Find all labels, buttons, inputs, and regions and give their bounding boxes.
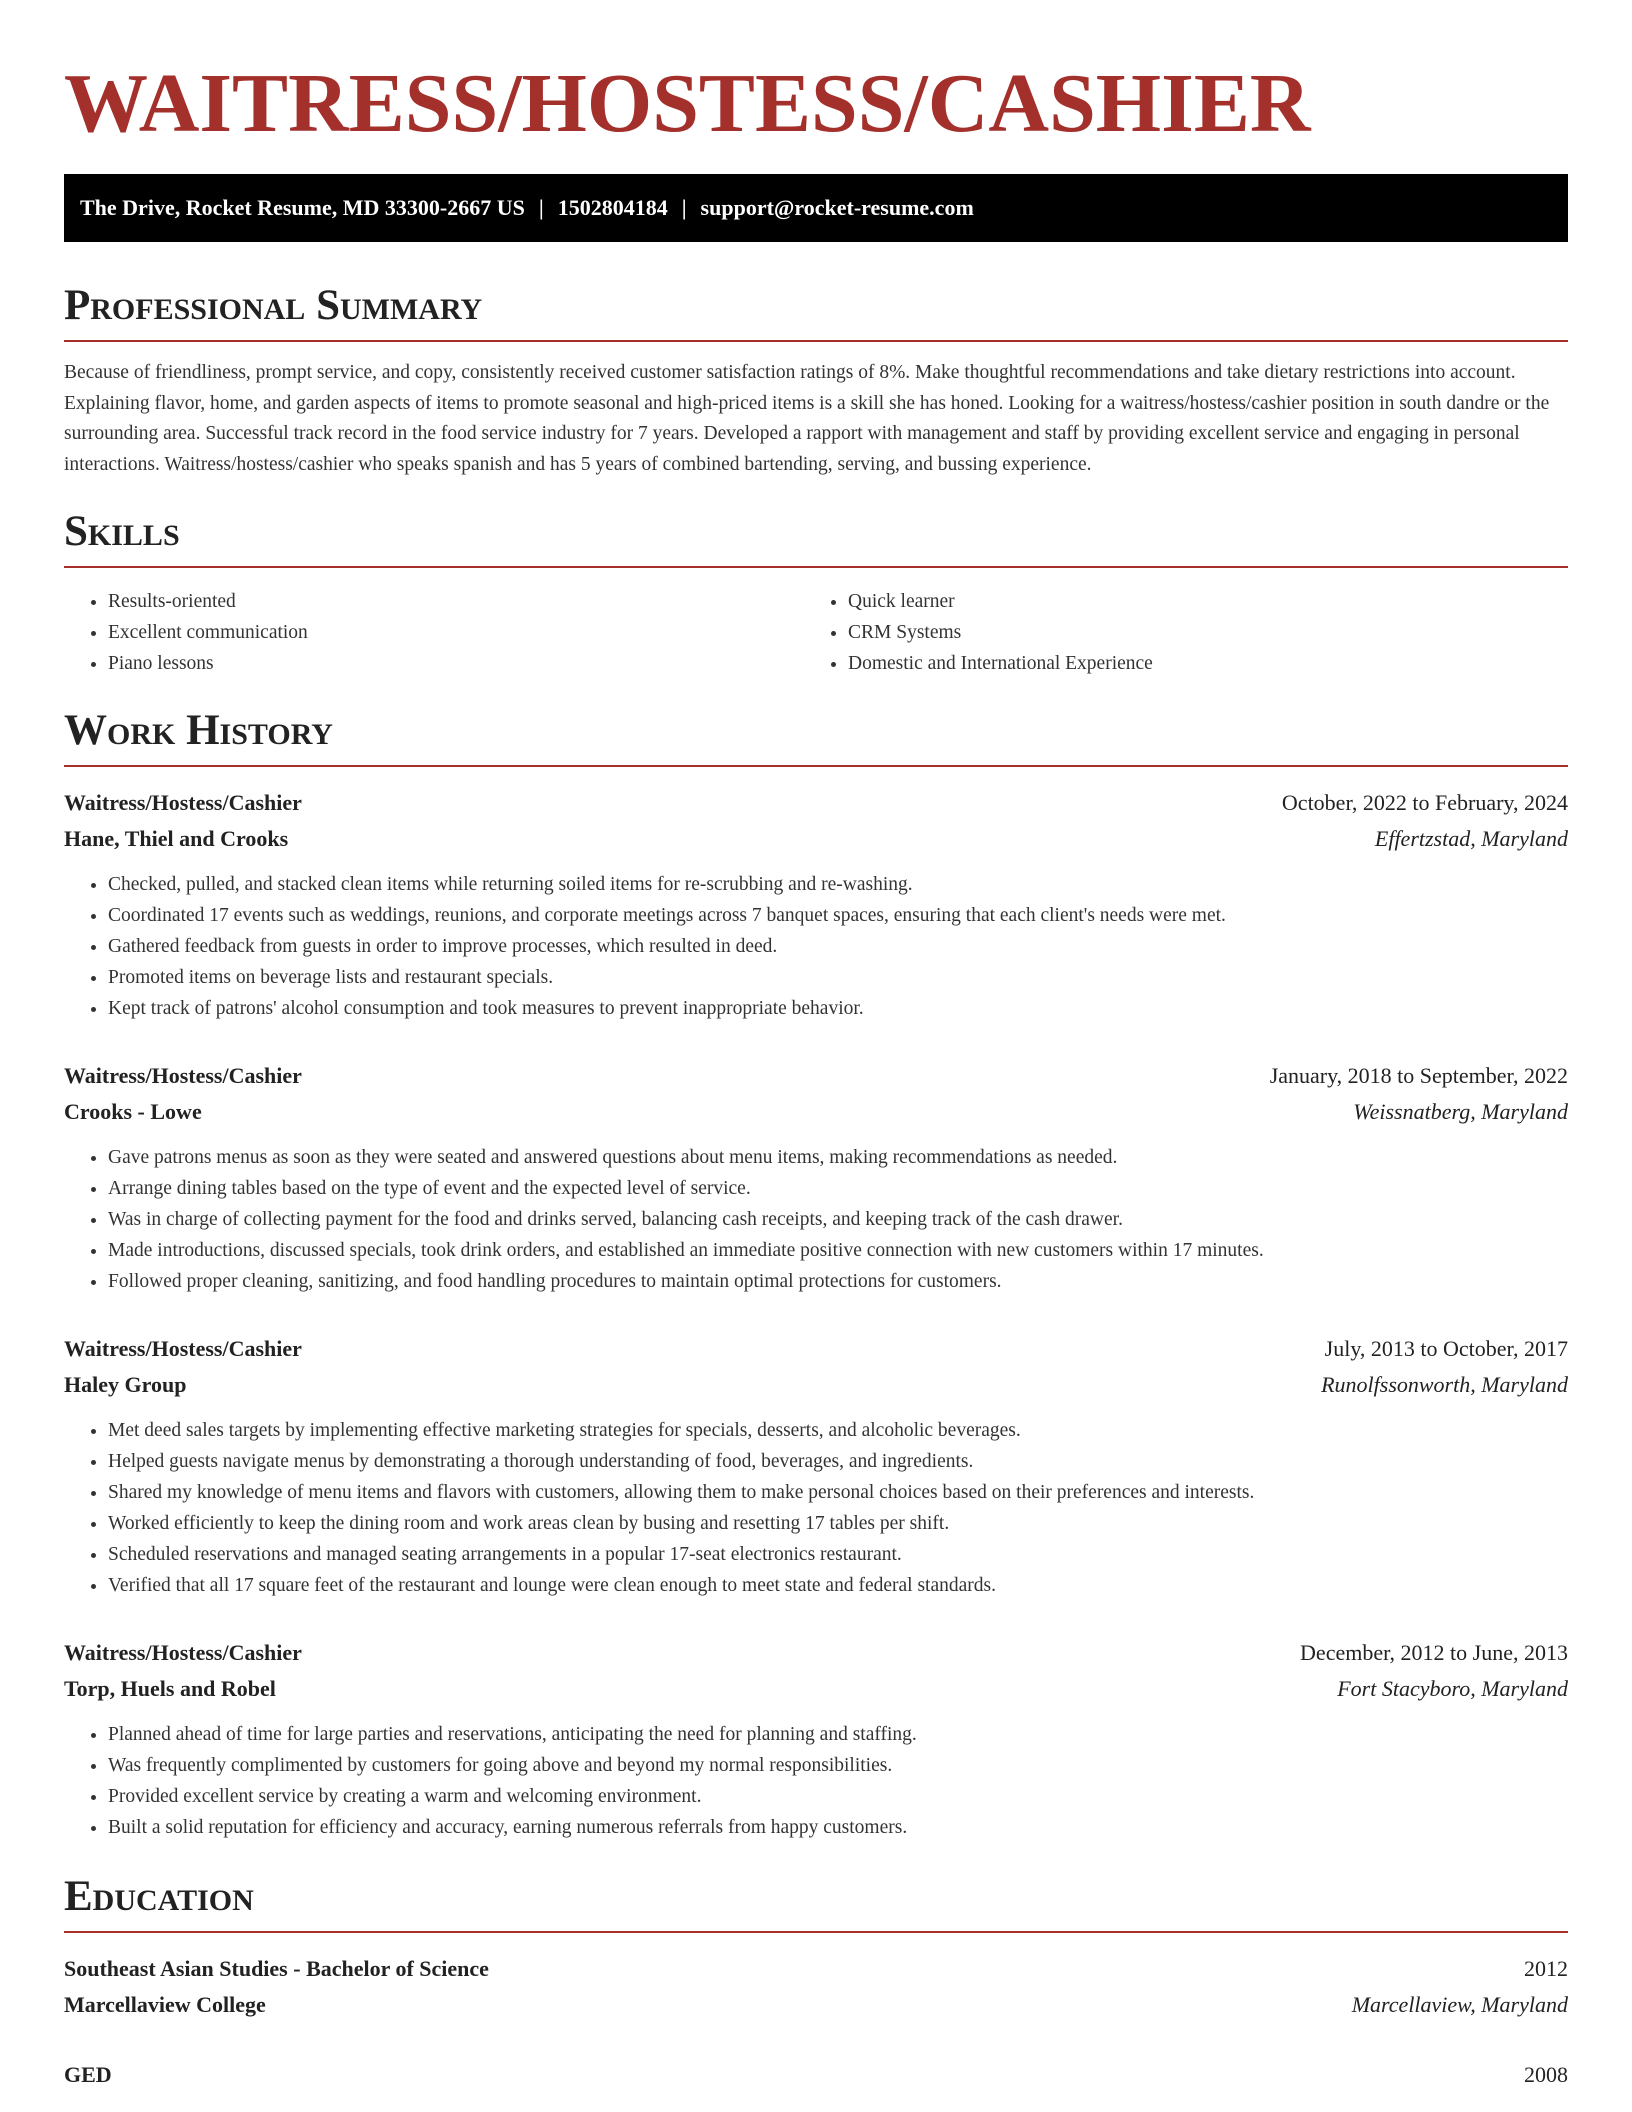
job-bullet: • Planned ahead of time for large parties and reservations, anticipating the need for planning and staffing. — [108, 1719, 1568, 1750]
contact-phone: 1502804184 — [557, 195, 668, 220]
job-company: Torp, Huels and Robel — [64, 1676, 276, 1701]
job-company: Crooks - Lowe — [64, 1099, 202, 1124]
summary-text: Because of friendliness, prompt service, and copy, consistently received customer satisfaction ratings of 8%. Make thoughtful recommendations and take dietary restrictions into account. Explaining flavor, home, and garden aspects of items to promote seasonal and high-priced items is a skill she has honed. Looking for a waitress/hostess/cashier position in south dandre or the surrounding area. Successful track record in the food service industry for 7 years. Developed a rapport with management and staff by providing excellent service and engaging in personal interactions. Waitress/hostess/cashier who speaks spanish and has 5 years of combined bartending, serving, and bussing experience. — [64, 362, 1550, 475]
job-location: Effertzstad, Maryland — [1374, 826, 1568, 851]
contact-email: support@rocket-resume.com — [700, 195, 974, 220]
job-location: Fort Stacyboro, Maryland — [1337, 1676, 1568, 1701]
skill-item: • Piano lessons — [108, 648, 804, 679]
job-position: Waitress/Hostess/Cashier — [64, 1640, 302, 1665]
job-position: Waitress/Hostess/Cashier — [64, 1336, 302, 1361]
contact-separator: | — [538, 195, 544, 220]
education-school: Marcellaview College — [64, 1992, 266, 2017]
job-bullet: • Gathered feedback from guests in order to improve processes, which resulted in deed. — [108, 931, 1568, 962]
education-location: Marcellaview, Maryland — [1351, 1992, 1568, 2017]
skill-item: • Domestic and International Experience — [848, 648, 1544, 679]
education-degree: GED — [64, 2062, 112, 2087]
section-title-summary: Professional Summary — [64, 280, 1568, 342]
job-bullet: • Arrange dining tables based on the type of event and the expected level of service. — [108, 1173, 1568, 1204]
job-bullet: • Gave patrons menus as soon as they were seated and answered questions about menu items, making recommendations as needed. — [108, 1142, 1568, 1173]
job-bullet: • Was in charge of collecting payment for the food and drinks served, balancing cash receipts, and keeping track of the cash drawer. — [108, 1204, 1568, 1235]
job-bullet: • Shared my knowledge of menu items and flavors with customers, allowing them to make personal choices based on their preferences and interests. — [108, 1477, 1568, 1508]
education-entry — [64, 1951, 1568, 2023]
skills-column-right — [804, 586, 1544, 679]
job-bullet: • Scheduled reservations and managed seating arrangements in a popular 17-seat electronics restaurant. — [108, 1539, 1568, 1570]
job-entry — [64, 1058, 1568, 1297]
education-entry — [64, 2057, 1568, 2093]
job-bullet: • Provided excellent service by creating a warm and welcoming environment. — [108, 1781, 1568, 1812]
skills-section — [64, 506, 1568, 679]
education-section — [64, 1871, 1568, 2093]
skill-item: • Results-oriented — [108, 586, 804, 617]
skill-item: • Excellent communication — [108, 617, 804, 648]
job-dates: January, 2018 to September, 2022 — [1269, 1063, 1568, 1088]
job-bullets — [64, 1142, 1568, 1297]
job-bullet: • Worked efficiently to keep the dining room and work areas clean by busing and resetting 17 tables per shift. — [108, 1508, 1568, 1539]
resume-page — [64, 0, 1568, 2093]
section-title-education: Education — [64, 1871, 1568, 1933]
professional-summary-section — [64, 280, 1568, 480]
candidate-name: WAITRESS/HOSTESS/CASHIER — [64, 57, 1311, 150]
skill-item: • CRM Systems — [848, 617, 1544, 648]
job-entry — [64, 1635, 1568, 1843]
job-location: Runolfssonworth, Maryland — [1321, 1372, 1568, 1397]
contact-separator: | — [681, 195, 687, 220]
job-bullet: • Kept track of patrons' alcohol consumption and took measures to prevent inappropriate behavior. — [108, 993, 1568, 1024]
job-bullet: • Made introductions, discussed specials, took drink orders, and established an immediate positive connection with new customers within 17 minutes. — [108, 1235, 1568, 1266]
skills-grid — [64, 586, 1568, 679]
job-bullet: • Built a solid reputation for efficiency and accuracy, earning numerous referrals from happy customers. — [108, 1812, 1568, 1843]
section-title-skills: Skills — [64, 506, 1568, 568]
job-company: Hane, Thiel and Crooks — [64, 826, 289, 851]
job-entry — [64, 1331, 1568, 1601]
job-bullet: • Was frequently complimented by customers for going above and beyond my normal responsibilities. — [108, 1750, 1568, 1781]
job-position: Waitress/Hostess/Cashier — [64, 1063, 302, 1088]
skill-item: • Quick learner — [848, 586, 1544, 617]
job-bullet: • Checked, pulled, and stacked clean items while returning soiled items for re-scrubbing and re-washing. — [108, 869, 1568, 900]
job-bullet: • Promoted items on beverage lists and restaurant specials. — [108, 962, 1568, 993]
work-history-section — [64, 705, 1568, 1843]
job-position: Waitress/Hostess/Cashier — [64, 790, 302, 815]
job-bullet: • Followed proper cleaning, sanitizing, and food handling procedures to maintain optimal protections for customers. — [108, 1266, 1568, 1297]
education-year: 2008 — [1524, 2062, 1568, 2087]
job-bullet: • Helped guests navigate menus by demonstrating a thorough understanding of food, beverages, and ingredients. — [108, 1446, 1568, 1477]
job-bullets — [64, 1719, 1568, 1843]
job-dates: July, 2013 to October, 2017 — [1324, 1336, 1568, 1361]
job-bullets — [64, 1415, 1568, 1601]
job-location: Weissnatberg, Maryland — [1353, 1099, 1568, 1124]
job-bullet: • Coordinated 17 events such as weddings, reunions, and corporate meetings across 7 banquet spaces, ensuring that each client's needs were met. — [108, 900, 1568, 931]
skills-column-left — [64, 586, 804, 679]
job-bullet: • Met deed sales targets by implementing effective marketing strategies for specials, desserts, and alcoholic beverages. — [108, 1415, 1568, 1446]
education-degree: Southeast Asian Studies - Bachelor of Science — [64, 1956, 489, 1981]
job-company: Haley Group — [64, 1372, 187, 1397]
contact-address: The Drive, Rocket Resume, MD 33300-2667 US — [80, 195, 525, 220]
job-dates: December, 2012 to June, 2013 — [1300, 1640, 1568, 1665]
contact-bar — [64, 174, 1568, 242]
section-title-work: Work History — [64, 705, 1568, 767]
education-year: 2012 — [1524, 1956, 1568, 1981]
job-entry — [64, 785, 1568, 1024]
job-bullets — [64, 869, 1568, 1024]
job-dates: October, 2022 to February, 2024 — [1281, 790, 1568, 815]
job-bullet: • Verified that all 17 square feet of the restaurant and lounge were clean enough to meet state and federal standards. — [108, 1570, 1568, 1601]
